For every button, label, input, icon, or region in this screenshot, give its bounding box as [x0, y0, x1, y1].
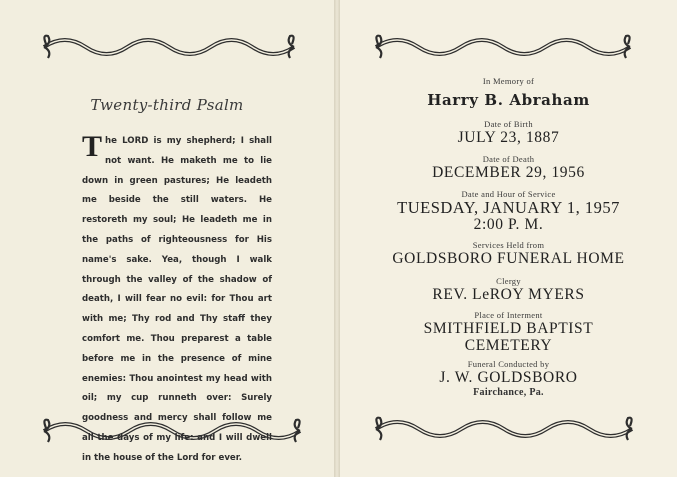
death-date: DECEMBER 29, 1956	[432, 164, 585, 181]
interment-place-line1: SMITHFIELD BAPTIST	[423, 320, 594, 337]
service-date: TUESDAY, JANUARY 1, 1957	[397, 198, 620, 217]
right-panel	[340, 0, 677, 477]
deceased-name: Harry B. Abraham	[427, 91, 590, 109]
interment-label: Place of Interment	[474, 310, 543, 320]
psalm-initial: T	[82, 130, 103, 163]
psalm-title: Twenty-third Psalm	[90, 96, 244, 114]
services-held-place: GOLDSBORO FUNERAL HOME	[392, 250, 625, 267]
psalm-body-text: he LORD is my shepherd; I shall not want. He maketh me to lie down in green pastures; He leadeth me beside the still waters. He restoreth my soul; He leadeth me in the paths of righteousness for His name's sake. Yea, though I walk through the valley of the shadow of death, I will fear no evil: for Thou art with me; Thy rod and Thy staff they comfort me. Thou preparest a table before me in the presence of mine enemies: Thou anointest my head with oil; my cup runneth over: Surely goodness and mercy shall follow me all the days of my life: and I will dwell in the house of the Lord for ever.	[82, 136, 272, 463]
psalm-text	[82, 132, 272, 469]
ribbon-ornament-icon	[364, 412, 644, 446]
birth-date: JULY 23, 1887	[457, 129, 560, 146]
ribbon-ornament-icon	[364, 30, 642, 64]
funeral-conducted-label: Funeral Conducted by	[467, 359, 550, 369]
death-label: Date of Death	[482, 154, 535, 164]
birth-label: Date of Birth	[484, 119, 533, 129]
funeral-director: J. W. GOLDSBORO	[439, 369, 578, 386]
interment-place-line2: CEMETERY	[464, 337, 553, 354]
clergy-label: Clergy	[496, 276, 521, 286]
service-label: Date and Hour of Service	[461, 189, 556, 199]
services-held-label: Services Held from	[472, 240, 545, 250]
service-time: 2:00 P. M.	[473, 216, 544, 233]
clergy-name: REV. LeROY MYERS	[432, 286, 585, 303]
ribbon-ornament-icon	[32, 30, 306, 64]
in-memory-label: In Memory of	[482, 76, 535, 86]
funeral-location: Fairchance, Pa.	[473, 387, 544, 398]
